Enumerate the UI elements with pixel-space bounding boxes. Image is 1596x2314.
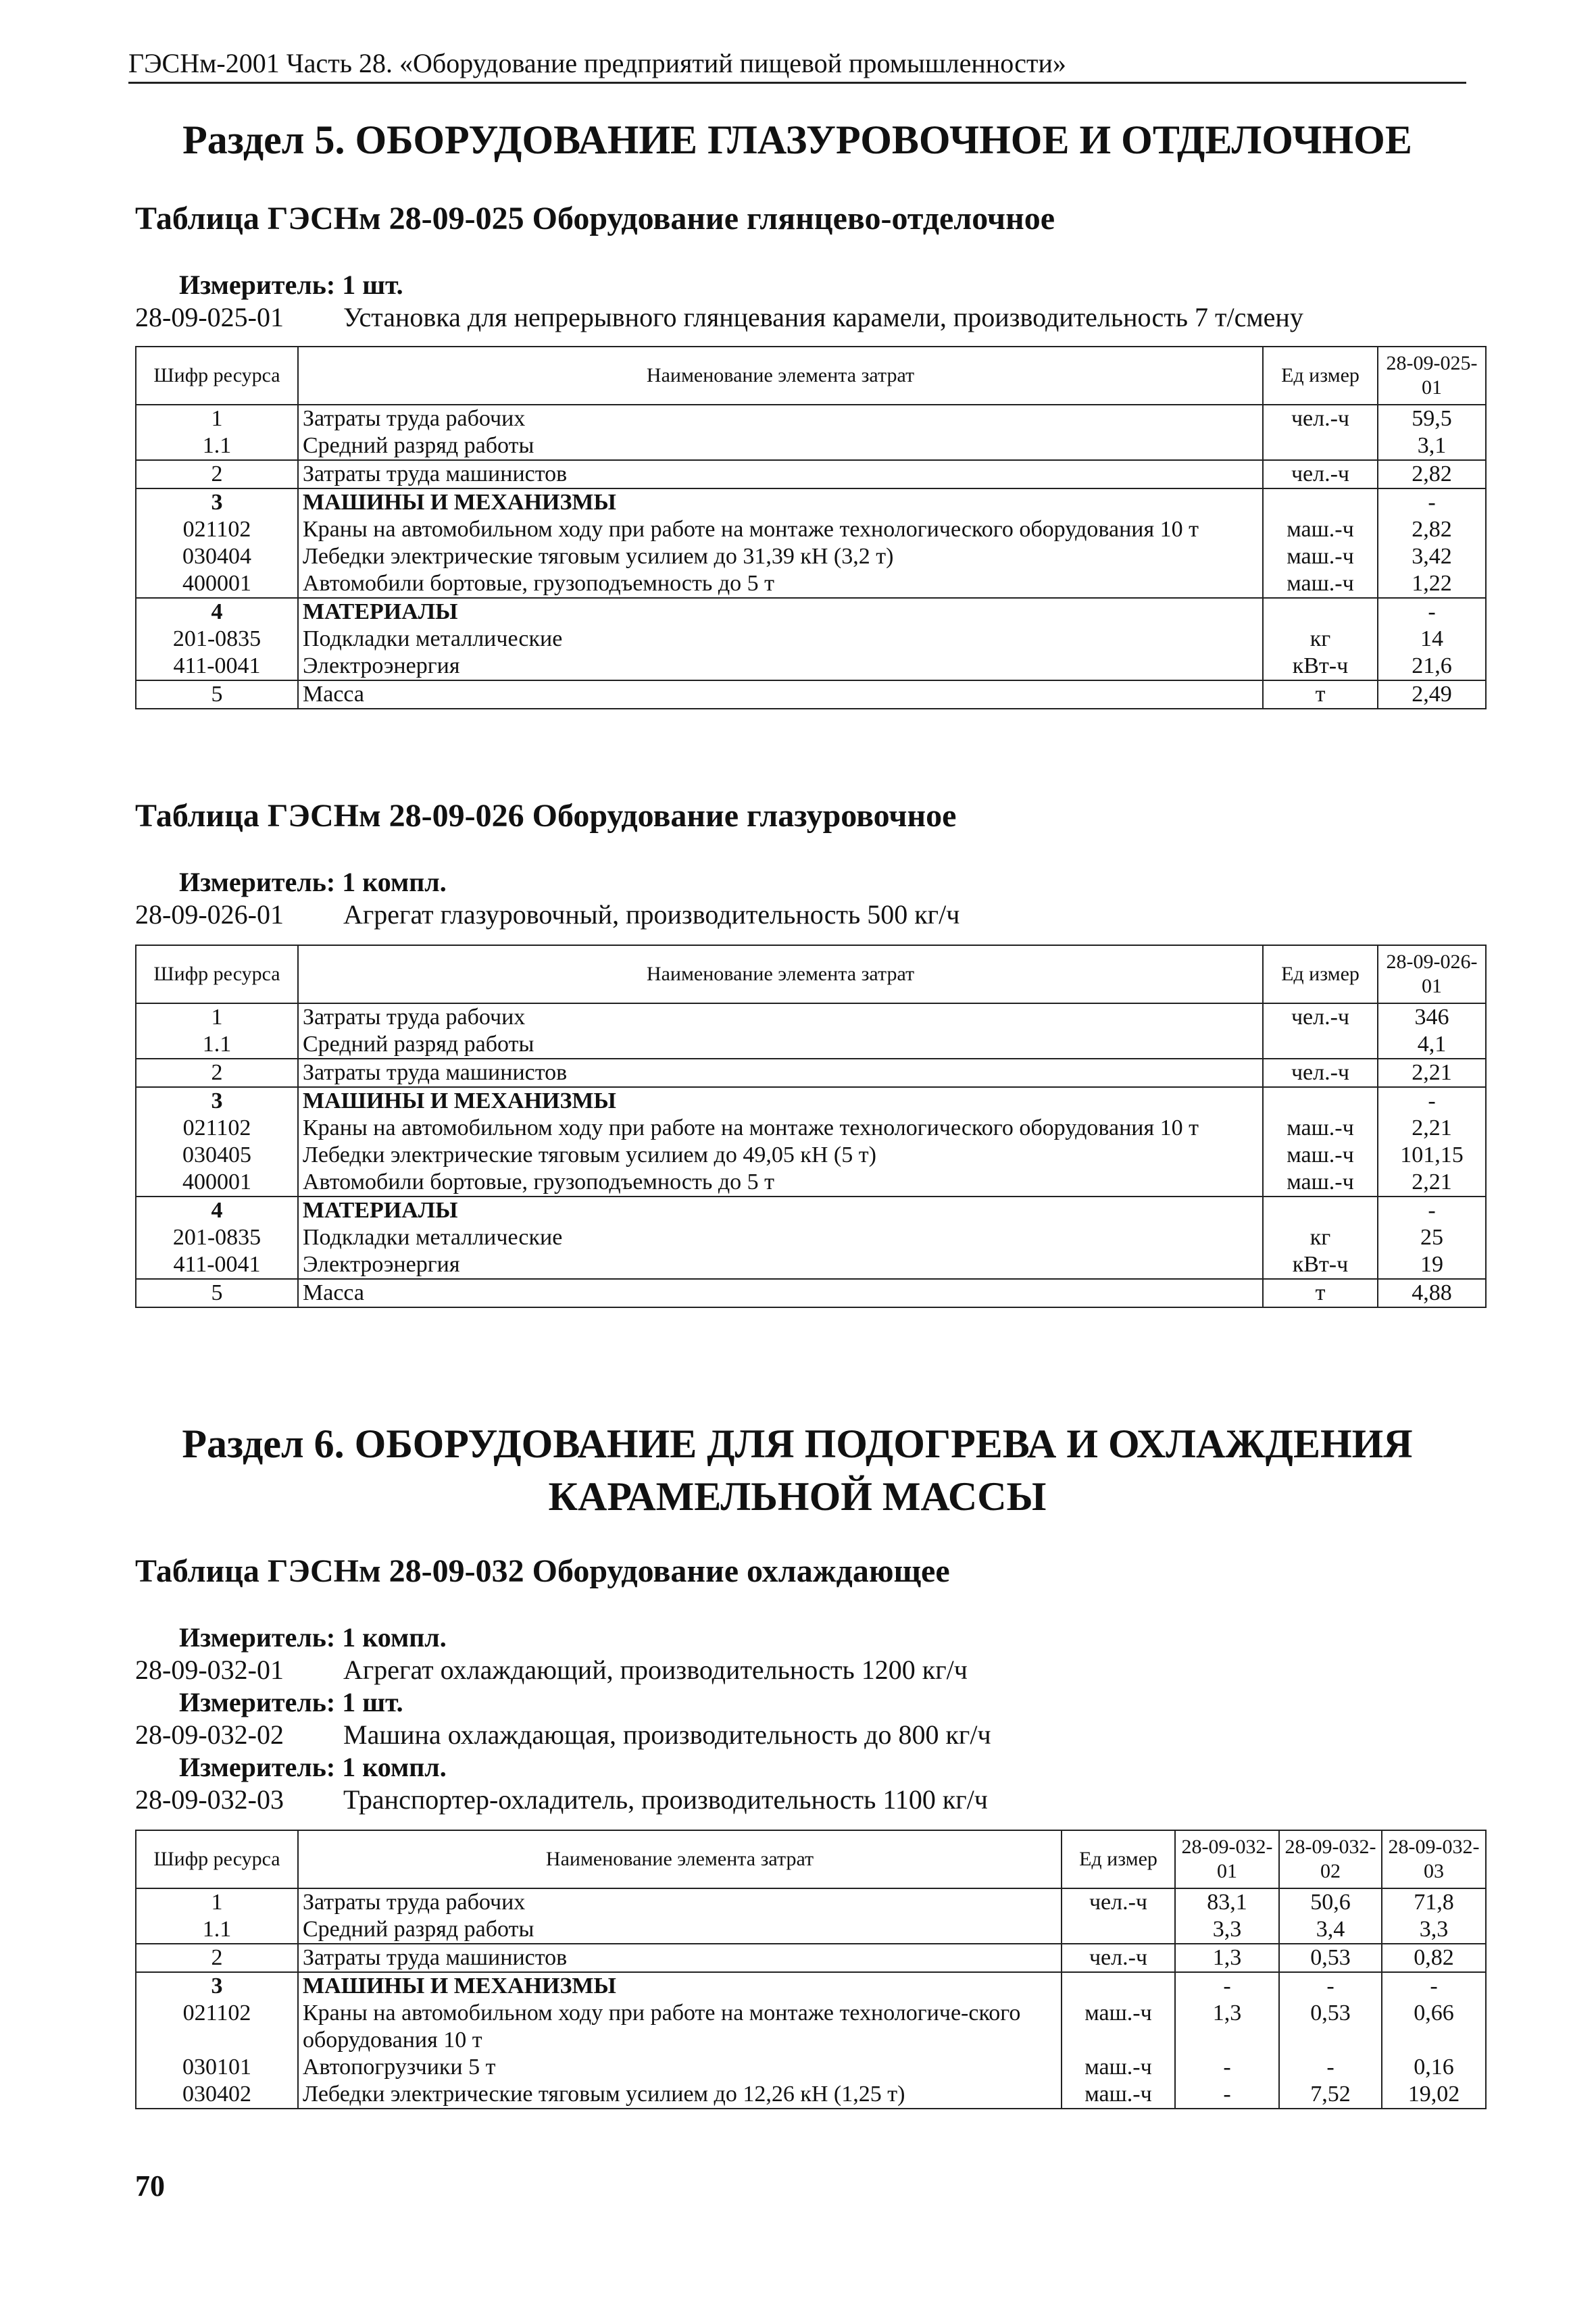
table-row bbox=[136, 1251, 1486, 1279]
row-unit: чел.-ч bbox=[1062, 1944, 1175, 1972]
header-col1: 28-09-026-01 bbox=[1378, 945, 1486, 1003]
row-value-3: 3,3 bbox=[1382, 1916, 1486, 1944]
row-unit: кВт-ч bbox=[1263, 653, 1378, 680]
row-name: Электроэнергия bbox=[298, 1251, 1263, 1279]
table-row bbox=[136, 1197, 1486, 1224]
row-unit: кг bbox=[1263, 1224, 1378, 1251]
row-unit: т bbox=[1263, 680, 1378, 709]
row-unit: маш.-ч bbox=[1263, 516, 1378, 543]
row-value-1: 2,21 bbox=[1378, 1059, 1486, 1087]
measure-value: 1 компл. bbox=[342, 1622, 447, 1653]
row-code: 5 bbox=[136, 680, 298, 709]
table-025-item bbox=[135, 301, 1303, 333]
measure-value: 1 компл. bbox=[342, 1752, 447, 1782]
table-row bbox=[136, 2081, 1486, 2109]
row-unit: маш.-ч bbox=[1062, 2000, 1175, 2054]
row-unit: чел.-ч bbox=[1263, 460, 1378, 488]
row-value-1: - bbox=[1378, 488, 1486, 516]
table-row bbox=[136, 598, 1486, 626]
row-unit: маш.-ч bbox=[1062, 2054, 1175, 2081]
row-value-2: - bbox=[1279, 2054, 1382, 2081]
row-code: 201-0835 bbox=[136, 626, 298, 653]
row-code: 1.1 bbox=[136, 1031, 298, 1059]
table-row bbox=[136, 1972, 1486, 2000]
table-row bbox=[136, 1224, 1486, 1251]
row-value-1: - bbox=[1378, 598, 1486, 626]
row-unit: маш.-ч bbox=[1062, 2081, 1175, 2109]
item-text: Агрегат охлаждающий, производительность 1200 кг/ч bbox=[343, 1655, 968, 1685]
row-name: Затраты труда машинистов bbox=[298, 1944, 1062, 1972]
table-032-measure-3 bbox=[179, 1751, 447, 1783]
row-name: Краны на автомобильном ходу при работе на монтаже технологического оборудования 10 т bbox=[298, 516, 1263, 543]
row-unit: кВт-ч bbox=[1263, 1251, 1378, 1279]
row-value-1: 346 bbox=[1378, 1003, 1486, 1031]
header-unit: Ед измер bbox=[1062, 1830, 1175, 1888]
row-value-2: 50,6 bbox=[1279, 1888, 1382, 1916]
row-value-1: 3,42 bbox=[1378, 543, 1486, 570]
table-row bbox=[136, 1059, 1486, 1087]
row-unit: чел.-ч bbox=[1263, 1059, 1378, 1087]
row-value-3: 0,82 bbox=[1382, 1944, 1486, 1972]
item-text: Машина охлаждающая, производительность до 800 кг/ч bbox=[343, 1719, 991, 1750]
measure-value: 1 шт. bbox=[342, 1687, 403, 1717]
table-row bbox=[136, 1087, 1486, 1115]
section-6-title bbox=[128, 1417, 1466, 1523]
table-026 bbox=[135, 945, 1487, 1308]
table-row bbox=[136, 570, 1486, 598]
table-row bbox=[136, 1279, 1486, 1307]
row-code: 4 bbox=[136, 1197, 298, 1224]
row-unit: кг bbox=[1263, 626, 1378, 653]
table-032-title: Таблица ГЭСНм 28-09-032 Оборудование охлаждающее bbox=[135, 1553, 950, 1589]
table-row bbox=[136, 2000, 1486, 2054]
row-code: 1 bbox=[136, 1003, 298, 1031]
row-code: 030404 bbox=[136, 543, 298, 570]
row-name: Средний разряд работы bbox=[298, 1031, 1263, 1059]
row-value-1: 4,88 bbox=[1378, 1279, 1486, 1307]
row-code: 021102 bbox=[136, 1115, 298, 1142]
row-unit: чел.-ч bbox=[1263, 1003, 1378, 1031]
row-value-1: 1,22 bbox=[1378, 570, 1486, 598]
row-unit: маш.-ч bbox=[1263, 1169, 1378, 1197]
row-value-3: 19,02 bbox=[1382, 2081, 1486, 2109]
row-unit: маш.-ч bbox=[1263, 1142, 1378, 1169]
row-unit: т bbox=[1263, 1279, 1378, 1307]
row-unit bbox=[1263, 598, 1378, 626]
page-number: 70 bbox=[135, 2169, 165, 2203]
table-032-item-1 bbox=[135, 1654, 968, 1686]
row-code: 3 bbox=[136, 488, 298, 516]
row-code: 3 bbox=[136, 1972, 298, 2000]
row-value-1: 25 bbox=[1378, 1224, 1486, 1251]
table-row bbox=[136, 1031, 1486, 1059]
row-name: Автомобили бортовые, грузоподъемность до 5 т bbox=[298, 570, 1263, 598]
row-name: Масса bbox=[298, 1279, 1263, 1307]
header-col2: 28-09-032-02 bbox=[1279, 1830, 1382, 1888]
header-col3: 28-09-032-03 bbox=[1382, 1830, 1486, 1888]
item-text: Агрегат глазуровочный, производительность 500 кг/ч bbox=[343, 899, 960, 930]
table-025 bbox=[135, 346, 1487, 709]
row-value-1: - bbox=[1175, 2081, 1279, 2109]
row-value-1: 2,82 bbox=[1378, 460, 1486, 488]
row-name: МАШИНЫ И МЕХАНИЗМЫ bbox=[298, 1972, 1062, 2000]
section-5-title: Раздел 5. ОБОРУДОВАНИЕ ГЛАЗУРОВОЧНОЕ И ОТДЕЛОЧНОЕ bbox=[182, 118, 1412, 162]
row-name: Электроэнергия bbox=[298, 653, 1263, 680]
row-code: 411-0041 bbox=[136, 653, 298, 680]
row-value-1: 2,21 bbox=[1378, 1115, 1486, 1142]
measure-label: Измеритель: bbox=[179, 270, 336, 300]
table-row bbox=[136, 488, 1486, 516]
row-code: 5 bbox=[136, 1279, 298, 1307]
row-unit bbox=[1263, 488, 1378, 516]
row-code: 4 bbox=[136, 598, 298, 626]
row-value-1: 4,1 bbox=[1378, 1031, 1486, 1059]
item-text: Транспортер-охладитель, производительность 1100 кг/ч bbox=[343, 1784, 988, 1815]
table-026-measure bbox=[179, 866, 447, 898]
row-name: Лебедки электрические тяговым усилием до 12,26 кН (1,25 т) bbox=[298, 2081, 1062, 2109]
section-6-title-line2: КАРАМЕЛЬНОЙ МАССЫ bbox=[548, 1474, 1047, 1519]
row-name: Автомобили бортовые, грузоподъемность до 5 т bbox=[298, 1169, 1263, 1197]
row-value-2: 7,52 bbox=[1279, 2081, 1382, 2109]
table-032-item-3 bbox=[135, 1784, 988, 1815]
measure-value: 1 компл. bbox=[342, 867, 447, 897]
table-025-measure bbox=[179, 269, 403, 301]
row-value-1: 2,82 bbox=[1378, 516, 1486, 543]
table-row bbox=[136, 405, 1486, 432]
row-code: 201-0835 bbox=[136, 1224, 298, 1251]
table-row bbox=[136, 460, 1486, 488]
row-name: Подкладки металлические bbox=[298, 626, 1263, 653]
row-code: 021102 bbox=[136, 516, 298, 543]
header-code: Шифр ресурса bbox=[136, 1830, 298, 1888]
row-value-3: 0,16 bbox=[1382, 2054, 1486, 2081]
row-name: МАТЕРИАЛЫ bbox=[298, 598, 1263, 626]
row-code: 2 bbox=[136, 1059, 298, 1087]
row-code: 3 bbox=[136, 1087, 298, 1115]
row-name: Масса bbox=[298, 680, 1263, 709]
row-name: Средний разряд работы bbox=[298, 432, 1263, 460]
row-unit: чел.-ч bbox=[1263, 405, 1378, 432]
measure-label: Измеритель: bbox=[179, 1687, 336, 1717]
row-name: МАТЕРИАЛЫ bbox=[298, 1197, 1263, 1224]
table-row bbox=[136, 2054, 1486, 2081]
row-unit: чел.-ч bbox=[1062, 1888, 1175, 1916]
row-value-1: 2,21 bbox=[1378, 1169, 1486, 1197]
measure-label: Измеритель: bbox=[179, 867, 336, 897]
row-code: 1 bbox=[136, 405, 298, 432]
row-name: Затраты труда рабочих bbox=[298, 1003, 1263, 1031]
row-name: Подкладки металлические bbox=[298, 1224, 1263, 1251]
row-value-1: 59,5 bbox=[1378, 405, 1486, 432]
table-025-title: Таблица ГЭСНм 28-09-025 Оборудование глянцево-отделочное bbox=[135, 201, 1055, 236]
row-value-2: 0,53 bbox=[1279, 2000, 1382, 2054]
section-6-title-line1: Раздел 6. ОБОРУДОВАНИЕ ДЛЯ ПОДОГРЕВА И ОХЛАЖДЕНИЯ bbox=[182, 1422, 1413, 1466]
running-header: ГЭСНм-2001 Часть 28. «Оборудование предприятий пищевой промышленности» bbox=[128, 47, 1466, 84]
row-name: Затраты труда машинистов bbox=[298, 460, 1263, 488]
table-row bbox=[136, 1944, 1486, 1972]
row-unit: маш.-ч bbox=[1263, 543, 1378, 570]
row-value-3: 0,66 bbox=[1382, 2000, 1486, 2054]
table-row bbox=[136, 626, 1486, 653]
row-value-1: 21,6 bbox=[1378, 653, 1486, 680]
header-name: Наименование элемента затрат bbox=[298, 347, 1263, 405]
row-value-2: - bbox=[1279, 1972, 1382, 2000]
table-row bbox=[136, 1169, 1486, 1197]
row-code: 2 bbox=[136, 1944, 298, 1972]
item-code: 28-09-032-03 bbox=[135, 1784, 284, 1815]
row-code: 400001 bbox=[136, 1169, 298, 1197]
table-row bbox=[136, 1916, 1486, 1944]
header-col1: 28-09-032-01 bbox=[1175, 1830, 1279, 1888]
row-name: Лебедки электрические тяговым усилием до 31,39 кН (3,2 т) bbox=[298, 543, 1263, 570]
row-code: 1.1 bbox=[136, 432, 298, 460]
item-code: 28-09-032-01 bbox=[135, 1655, 284, 1685]
row-unit bbox=[1062, 1916, 1175, 1944]
row-code: 030405 bbox=[136, 1142, 298, 1169]
item-code: 28-09-026-01 bbox=[135, 899, 284, 930]
row-unit bbox=[1263, 432, 1378, 460]
table-032-item-2 bbox=[135, 1719, 991, 1751]
row-value-3: - bbox=[1382, 1972, 1486, 2000]
header-name: Наименование элемента затрат bbox=[298, 1830, 1062, 1888]
row-value-1: 2,49 bbox=[1378, 680, 1486, 709]
row-code: 411-0041 bbox=[136, 1251, 298, 1279]
header-code: Шифр ресурса bbox=[136, 945, 298, 1003]
header-code: Шифр ресурса bbox=[136, 347, 298, 405]
row-value-1: 3,3 bbox=[1175, 1916, 1279, 1944]
row-value-1: 101,15 bbox=[1378, 1142, 1486, 1169]
row-value-1: - bbox=[1378, 1087, 1486, 1115]
header-name: Наименование элемента затрат bbox=[298, 945, 1263, 1003]
row-unit bbox=[1263, 1087, 1378, 1115]
item-code: 28-09-032-02 bbox=[135, 1719, 284, 1750]
row-name: Затраты труда рабочих bbox=[298, 1888, 1062, 1916]
row-value-2: 0,53 bbox=[1279, 1944, 1382, 1972]
row-name: Затраты труда машинистов bbox=[298, 1059, 1263, 1087]
table-row bbox=[136, 432, 1486, 460]
table-row bbox=[136, 543, 1486, 570]
row-name: МАШИНЫ И МЕХАНИЗМЫ bbox=[298, 1087, 1263, 1115]
header-unit: Ед измер bbox=[1263, 945, 1378, 1003]
row-value-1: - bbox=[1378, 1197, 1486, 1224]
item-text: Установка для непрерывного глянцевания карамели, производительность 7 т/смену bbox=[343, 302, 1303, 332]
row-value-1: 19 bbox=[1378, 1251, 1486, 1279]
table-row bbox=[136, 516, 1486, 543]
row-value-1: 1,3 bbox=[1175, 2000, 1279, 2054]
row-name: Краны на автомобильном ходу при работе на монтаже технологического оборудования 10 т bbox=[298, 1115, 1263, 1142]
row-code: 1.1 bbox=[136, 1916, 298, 1944]
row-unit bbox=[1263, 1031, 1378, 1059]
row-unit bbox=[1263, 1197, 1378, 1224]
row-name: Средний разряд работы bbox=[298, 1916, 1062, 1944]
row-value-1: - bbox=[1175, 2054, 1279, 2081]
table-row bbox=[136, 1003, 1486, 1031]
table-row bbox=[136, 680, 1486, 709]
row-value-2: 3,4 bbox=[1279, 1916, 1382, 1944]
row-unit: маш.-ч bbox=[1263, 1115, 1378, 1142]
table-032-measure-2 bbox=[179, 1686, 403, 1718]
row-code: 400001 bbox=[136, 570, 298, 598]
row-name: Краны на автомобильном ходу при работе на монтаже технологиче-ского оборудования 10 т bbox=[298, 2000, 1062, 2054]
header-col1: 28-09-025-01 bbox=[1378, 347, 1486, 405]
row-code: 1 bbox=[136, 1888, 298, 1916]
row-name: МАШИНЫ И МЕХАНИЗМЫ bbox=[298, 488, 1263, 516]
row-value-1: 3,1 bbox=[1378, 432, 1486, 460]
table-026-title: Таблица ГЭСНм 28-09-026 Оборудование глазуровочное bbox=[135, 798, 957, 834]
table-032 bbox=[135, 1830, 1487, 2109]
row-code: 030101 bbox=[136, 2054, 298, 2081]
row-name: Затраты труда рабочих bbox=[298, 405, 1263, 432]
table-row bbox=[136, 653, 1486, 680]
row-unit: маш.-ч bbox=[1263, 570, 1378, 598]
row-value-1: 14 bbox=[1378, 626, 1486, 653]
table-row bbox=[136, 1888, 1486, 1916]
measure-label: Измеритель: bbox=[179, 1622, 336, 1653]
row-code: 021102 bbox=[136, 2000, 298, 2054]
row-name: Лебедки электрические тяговым усилием до 49,05 кН (5 т) bbox=[298, 1142, 1263, 1169]
row-value-1: 1,3 bbox=[1175, 1944, 1279, 1972]
measure-label: Измеритель: bbox=[179, 1752, 336, 1782]
measure-value: 1 шт. bbox=[342, 270, 403, 300]
row-value-3: 71,8 bbox=[1382, 1888, 1486, 1916]
row-code: 2 bbox=[136, 460, 298, 488]
table-row bbox=[136, 1115, 1486, 1142]
row-value-1: 83,1 bbox=[1175, 1888, 1279, 1916]
row-unit bbox=[1062, 1972, 1175, 2000]
row-code: 030402 bbox=[136, 2081, 298, 2109]
table-row bbox=[136, 1142, 1486, 1169]
row-value-1: - bbox=[1175, 1972, 1279, 2000]
header-unit: Ед измер bbox=[1263, 347, 1378, 405]
table-032-measure-1 bbox=[179, 1621, 447, 1653]
row-name: Автопогрузчики 5 т bbox=[298, 2054, 1062, 2081]
item-code: 28-09-025-01 bbox=[135, 302, 284, 332]
table-026-item bbox=[135, 899, 959, 930]
